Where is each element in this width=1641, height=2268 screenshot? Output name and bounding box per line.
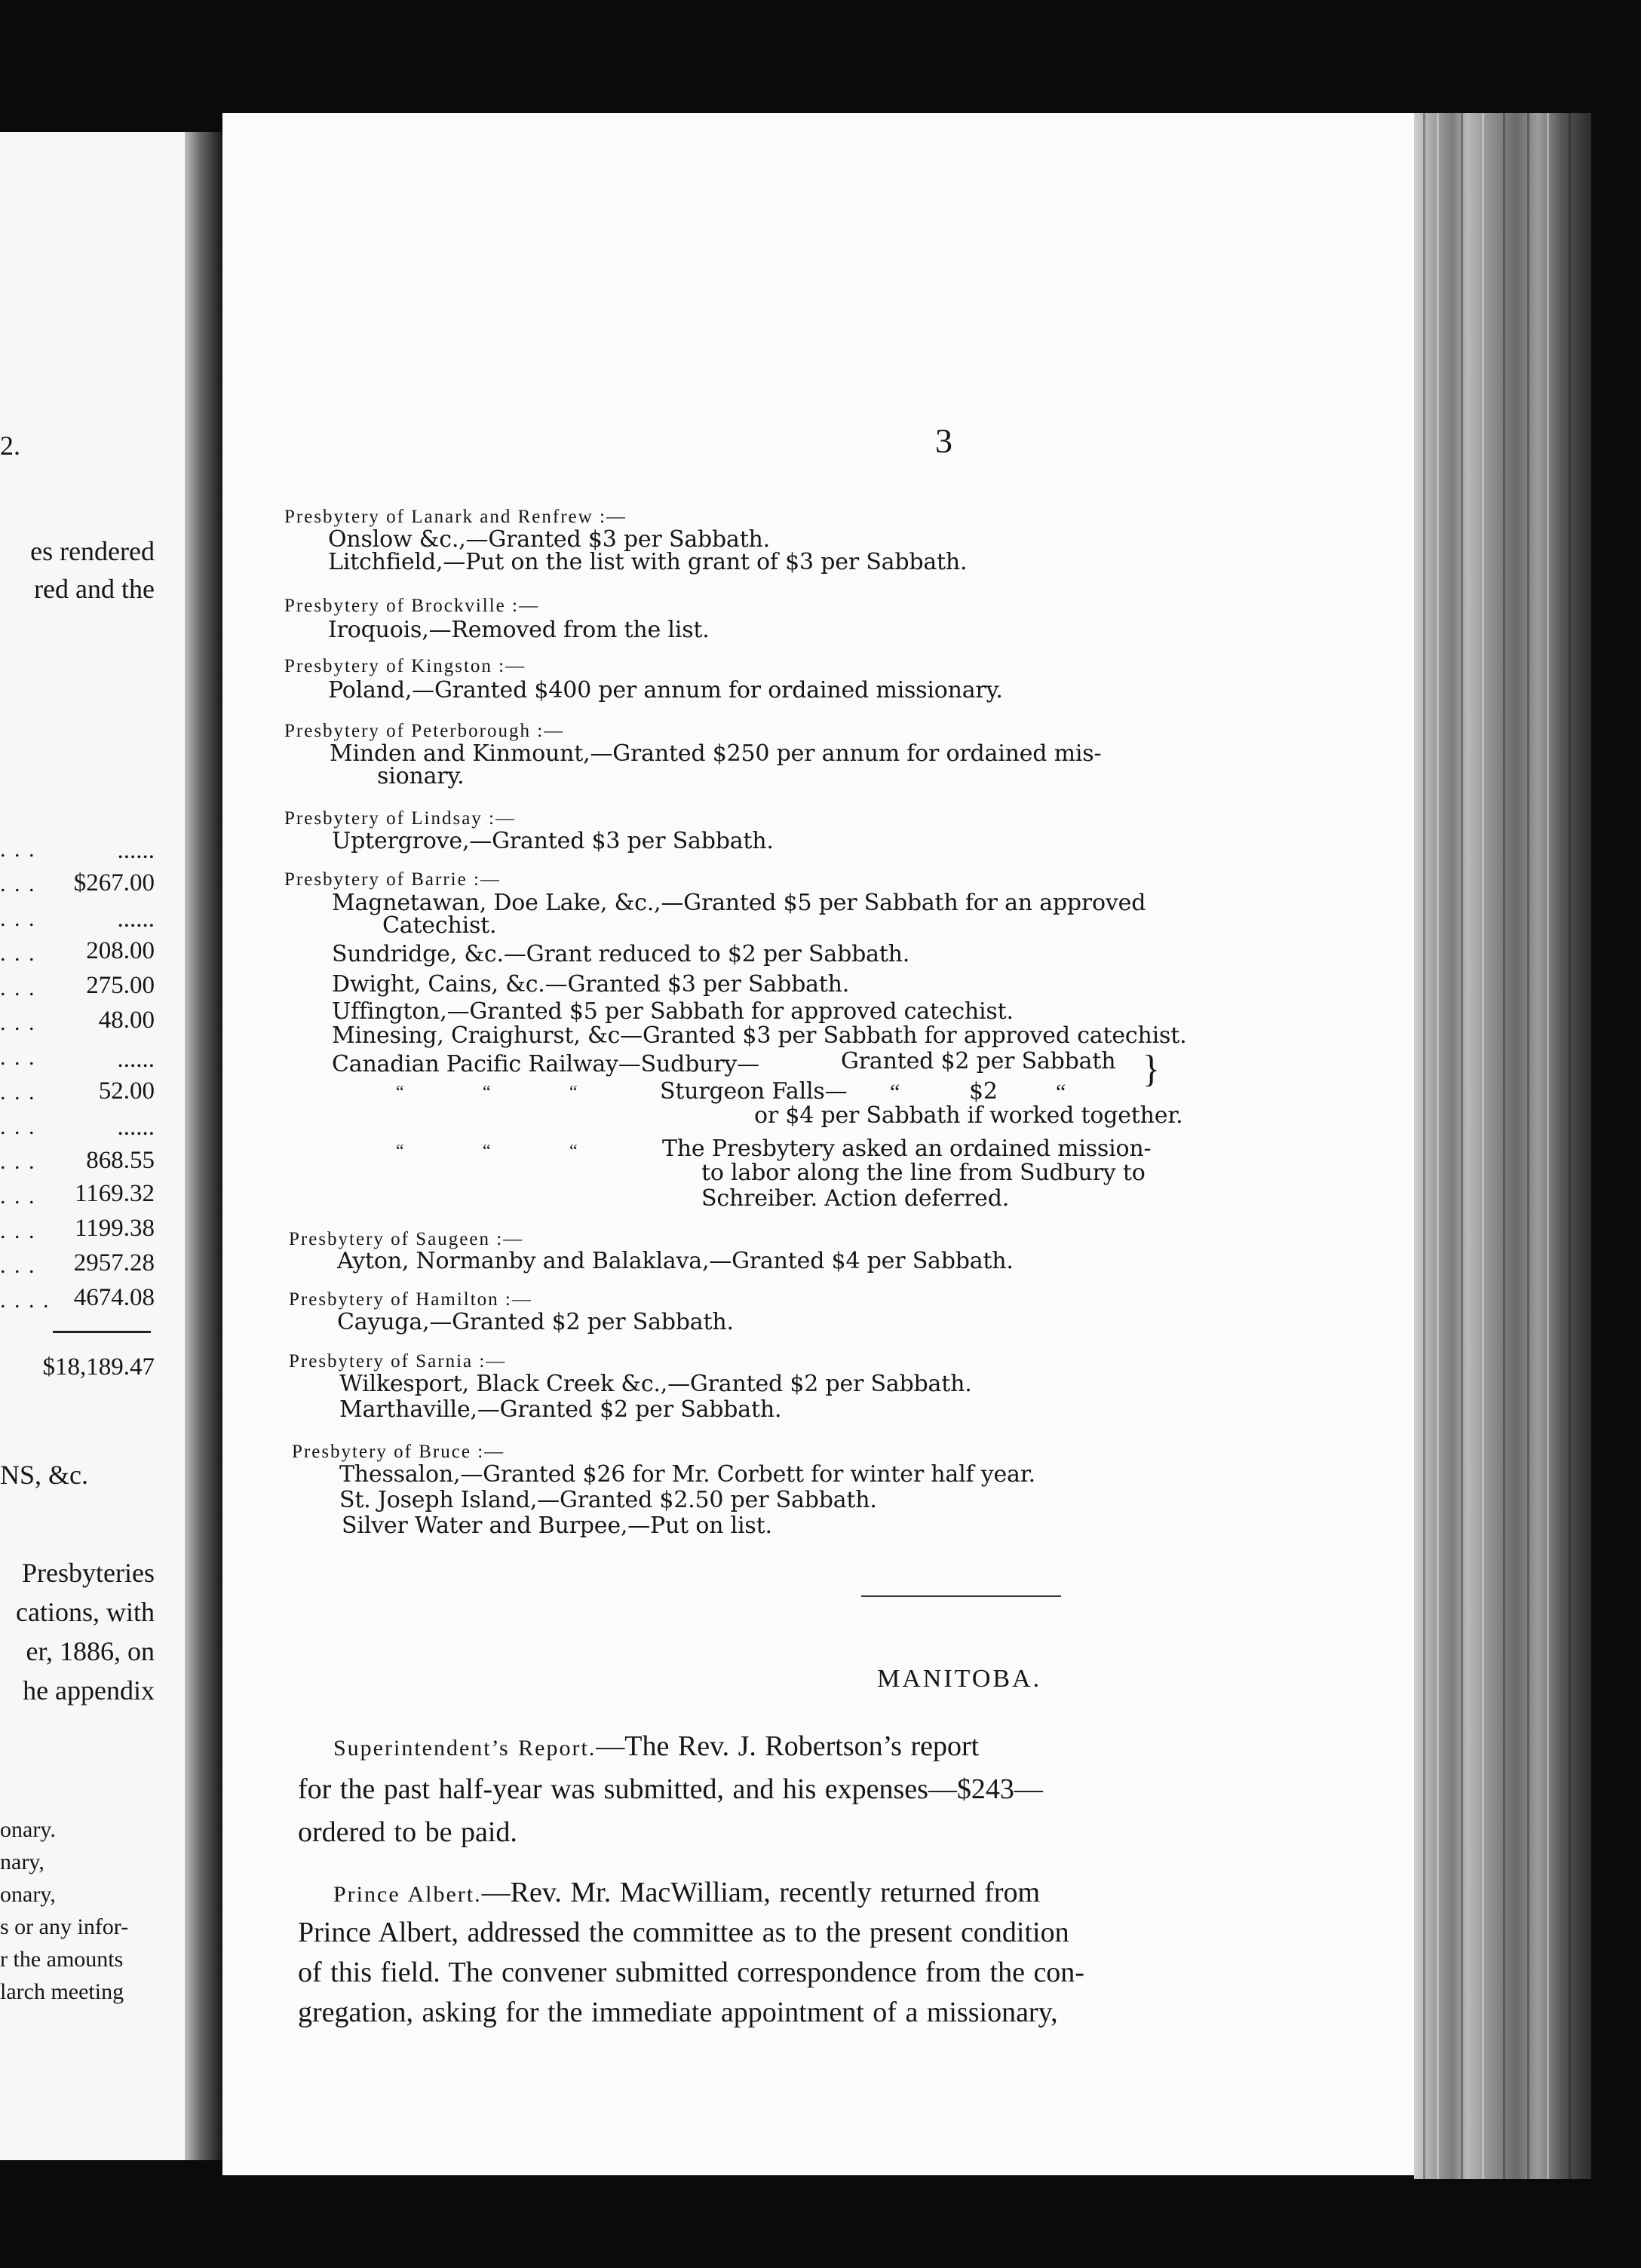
paragraph-line: Superintendent’s Report.—The Rev. J. Robertson’s report — [333, 1730, 980, 1762]
section-title: MANITOBA. — [877, 1665, 1042, 1693]
presbytery-heading: Presbytery of Lanark and Renfrew :— — [284, 507, 627, 527]
page-edges — [1414, 113, 1591, 2179]
left-amount: $267.00 — [73, 869, 155, 896]
left-amount: 4674.08 — [73, 1284, 155, 1311]
cpr-line: Schreiber. Action deferred. — [701, 1185, 1010, 1212]
left-text-line: s or any infor- — [0, 1914, 129, 1939]
paragraph-line: of this field. The convener submitted correspondence from the con- — [298, 1957, 1084, 1988]
previous-page: 2. es rendered red and the . . . ...... . . . $267.00 . . . ...... . . . 208.00 . . . 275.00 . . . 48.00 . . . ...... . . . 52.00 . . . ...... . . . 868.55 . . . 1169.32 . . . 1199.38 . . . 2957.28 . . . . 4674.08 $18,189.47 NS, &c. Presbyteries cations, with er, 1886, on he appendix onary. nary, onary, s or any infor- r the amounts larch meeting — [0, 132, 185, 2160]
left-amount: ...... — [117, 1114, 155, 1141]
presbytery-entry: sionary. — [377, 763, 465, 789]
left-text-line: cations, with — [16, 1597, 155, 1627]
presbytery-entry: Ayton, Normanby and Balaklava,—Granted $4 per Sabbath. — [337, 1248, 1014, 1274]
left-amount: 208.00 — [86, 937, 155, 964]
left-amount: 52.00 — [98, 1077, 155, 1105]
presbytery-entry: Uffington,—Granted $5 per Sabbath for approved catechist. — [332, 998, 1014, 1025]
presbytery-entry: Thessalon,—Granted $26 for Mr. Corbett for winter half year. — [339, 1461, 1035, 1488]
presbytery-heading: Presbytery of Barrie :— — [284, 869, 501, 890]
ditto-mark: “ — [483, 1142, 491, 1161]
presbytery-heading: Presbytery of Lindsay :— — [284, 808, 516, 829]
left-amount: 2957.28 — [73, 1249, 155, 1277]
presbytery-entry: Minden and Kinmount,—Granted $250 per annum for ordained mis- — [330, 740, 1102, 767]
left-amount: 48.00 — [98, 1007, 155, 1034]
section-divider — [861, 1595, 1061, 1597]
presbytery-heading: Presbytery of Sarnia :— — [289, 1351, 507, 1372]
presbytery-entry: Catechist. — [382, 912, 497, 939]
presbytery-entry: Wilkesport, Black Creek &c.,—Granted $2 per Sabbath. — [339, 1371, 972, 1397]
left-text-line: red and the — [34, 574, 155, 604]
presbytery-entry: Silver Water and Burpee,—Put on list. — [342, 1513, 772, 1539]
paragraph-line: ordered to be paid. — [298, 1816, 517, 1848]
left-text-line: Presbyteries — [22, 1558, 155, 1588]
cpr-line: Canadian Pacific Railway—Sudbury— — [332, 1051, 759, 1077]
left-text-line: r the amounts — [0, 1947, 124, 1972]
left-amount: 275.00 — [86, 972, 155, 999]
main-page — [222, 113, 1414, 2175]
ditto-mark: “ — [1056, 1080, 1066, 1105]
cpr-line: Sturgeon Falls— — [660, 1078, 848, 1105]
paragraph-lead: Prince Albert. — [333, 1882, 482, 1907]
ditto-mark: “ — [569, 1142, 578, 1161]
left-text-line: larch meeting — [0, 1979, 124, 2004]
left-amount: 868.55 — [86, 1147, 155, 1174]
cpr-line: or $4 per Sabbath if worked together. — [754, 1102, 1183, 1129]
left-amount: ...... — [117, 906, 155, 933]
left-text-line: es rendered — [30, 536, 155, 566]
left-heading-fragment: NS, &c. — [0, 1460, 88, 1490]
left-total: $18,189.47 — [42, 1353, 155, 1381]
presbytery-entry: St. Joseph Island,—Granted $2.50 per Sabbath. — [339, 1487, 877, 1513]
paragraph-lead: Superintendent’s Report. — [333, 1736, 597, 1761]
presbytery-entry: Uptergrove,—Granted $3 per Sabbath. — [332, 828, 774, 854]
ditto-mark: “ — [396, 1083, 404, 1102]
left-text-line: onary, — [0, 1882, 56, 1907]
ditto-mark: “ — [890, 1080, 900, 1105]
paragraph-line: Prince Albert.—Rev. Mr. MacWilliam, recently returned from — [333, 1877, 1041, 1908]
left-text-line: onary. — [0, 1817, 56, 1842]
presbytery-heading: Presbytery of Peterborough :— — [284, 721, 565, 741]
total-rule — [53, 1331, 151, 1333]
cpr-amount: $2 — [969, 1078, 998, 1105]
presbytery-entry: Iroquois,—Removed from the list. — [328, 617, 710, 643]
ditto-mark: “ — [569, 1083, 578, 1102]
presbytery-entry: Onslow &c.,—Granted $3 per Sabbath. — [328, 526, 771, 553]
presbytery-heading: Presbytery of Bruce :— — [292, 1442, 505, 1462]
presbytery-entry: Magnetawan, Doe Lake, &c.,—Granted $5 per Sabbath for an approved — [332, 890, 1146, 916]
page-number: 3 — [935, 421, 952, 460]
left-text-line: er, 1886, on — [26, 1636, 155, 1666]
paragraph-line: Prince Albert, addressed the committee as to the present condition — [298, 1917, 1069, 1948]
left-fragment: 2. — [0, 431, 20, 461]
paragraph-line: for the past half-year was submitted, and his expenses—$243— — [298, 1773, 1043, 1805]
ditto-mark: “ — [396, 1142, 404, 1161]
left-text-line: he appendix — [23, 1675, 155, 1706]
gutter-shadow — [185, 132, 222, 2160]
presbytery-entry: Poland,—Granted $400 per annum for ordained missionary. — [328, 677, 1003, 703]
left-amount: ...... — [117, 837, 155, 864]
presbytery-entry: Minesing, Craighurst, &c—Granted $3 per Sabbath for approved catechist. — [332, 1022, 1187, 1049]
presbytery-heading: Presbytery of Hamilton :— — [289, 1289, 532, 1310]
paragraph-line: gregation, asking for the immediate appointment of a missionary, — [298, 1997, 1058, 2028]
presbytery-heading: Presbytery of Kingston :— — [284, 656, 526, 676]
cpr-line: The Presbytery asked an ordained mission- — [662, 1136, 1152, 1162]
presbytery-heading: Presbytery of Brockville :— — [284, 596, 539, 616]
left-text-line: nary, — [0, 1850, 44, 1874]
left-amount: 1199.38 — [74, 1215, 155, 1242]
presbytery-entry: Litchfield,—Put on the list with grant of $3 per Sabbath. — [328, 549, 968, 575]
presbytery-entry: Cayuga,—Granted $2 per Sabbath. — [337, 1309, 734, 1335]
cpr-grant: Granted $2 per Sabbath — [841, 1048, 1116, 1074]
left-amount: 1169.32 — [74, 1180, 155, 1207]
presbytery-entry: Sundridge, &c.—Grant reduced to $2 per Sabbath. — [332, 941, 910, 967]
cpr-line: to labor along the line from Sudbury to — [701, 1160, 1146, 1186]
ditto-mark: “ — [483, 1083, 491, 1102]
brace-icon: } — [1143, 1047, 1161, 1090]
presbytery-entry: Marthaville,—Granted $2 per Sabbath. — [339, 1396, 782, 1423]
left-amount: ...... — [117, 1046, 155, 1073]
presbytery-entry: Dwight, Cains, &c.—Granted $3 per Sabbath. — [332, 971, 850, 998]
presbytery-heading: Presbytery of Saugeen :— — [289, 1229, 524, 1249]
